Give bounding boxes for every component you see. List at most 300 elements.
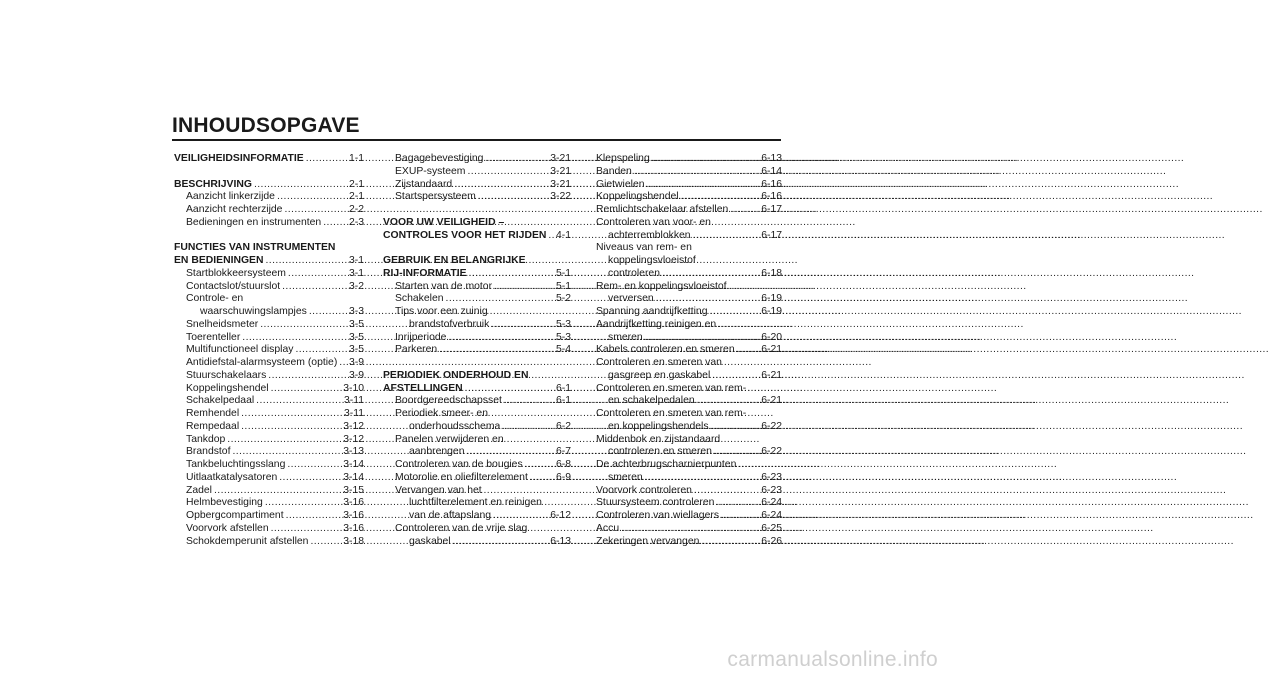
toc-entry-title: Startspersysteem xyxy=(395,191,476,203)
toc-page-number: 6-9 xyxy=(555,471,571,483)
toc-entry-title: brandstofverbruik xyxy=(409,318,490,330)
toc-entry[interactable] xyxy=(174,344,364,357)
toc-entry[interactable] xyxy=(383,459,571,472)
toc-page-number: 3-12 xyxy=(343,420,364,432)
toc-entry-title: en koppelingshendels xyxy=(608,420,709,432)
toc-entry-line: luchtfilterelement en reinigen xyxy=(409,497,542,509)
toc-entry-title: Gietwielen xyxy=(596,178,645,190)
toc-dot-leader xyxy=(260,319,348,332)
toc-page-number: 6-25 xyxy=(761,522,782,534)
toc-page-number: 3-5 xyxy=(348,331,364,343)
toc-dot-leader xyxy=(716,497,760,510)
toc-entry-title: Stuurschakelaars xyxy=(186,369,267,381)
toc-entry-title: Koppelingshendel xyxy=(186,382,269,394)
toc-entry-title: Helmbevestiging xyxy=(186,497,263,509)
toc-entry-line: Controleren van de vrije slag xyxy=(395,522,528,534)
toc-entry-title: Kabels controleren en smeren xyxy=(596,344,735,356)
toc-section-entry[interactable] xyxy=(174,153,364,166)
toc-entry[interactable] xyxy=(596,536,782,549)
toc-entry-title: Schakelpedaal xyxy=(186,395,255,407)
toc-entry[interactable] xyxy=(174,204,364,217)
toc-entry-title: Opbergcompartiment xyxy=(186,510,284,521)
toc-dot-leader xyxy=(286,510,343,523)
toc-entry[interactable] xyxy=(596,395,782,408)
toc-entry[interactable] xyxy=(383,179,571,192)
toc-entry[interactable] xyxy=(596,523,782,536)
toc-dot-leader xyxy=(693,230,761,243)
toc-dot-leader xyxy=(446,293,555,306)
toc-dot-leader xyxy=(287,459,342,472)
toc-entry-title: Zijstandaard xyxy=(395,178,453,190)
toc-spacer xyxy=(383,204,571,217)
toc-entry-title: Remhendel xyxy=(186,408,240,419)
toc-entry[interactable] xyxy=(383,153,571,166)
toc-entry-title: Controleren van wiellagers xyxy=(596,510,720,521)
toc-dot-leader xyxy=(634,166,760,179)
toc-page-number: 6-20 xyxy=(761,331,782,343)
toc-page-number: 5-4 xyxy=(555,344,571,356)
toc-entry-title: gasgreep en gaskabel xyxy=(608,369,711,381)
toc-entry-line: Controleren van voor- en xyxy=(596,216,711,228)
toc-page-number: 6-16 xyxy=(761,191,782,203)
toc-column-3 xyxy=(596,153,782,548)
toc-entry[interactable] xyxy=(174,370,364,383)
toc-entry[interactable] xyxy=(596,191,782,204)
toc-entry[interactable] xyxy=(383,446,571,459)
toc-entry-title: Stuursysteem controleren xyxy=(596,497,715,509)
toc-page-number: 3-3 xyxy=(348,306,364,317)
toc-entry[interactable] xyxy=(383,344,571,357)
toc-entry-line: Controleren en smeren van rem- xyxy=(596,382,747,394)
toc-spacer xyxy=(383,357,571,370)
toc-entry[interactable] xyxy=(596,204,782,217)
toc-page-number: 3-9 xyxy=(348,357,364,368)
toc-entry-title: Tankdop xyxy=(186,433,226,445)
toc-page-number: 3-12 xyxy=(343,433,364,445)
toc-entry-title: Klepspeling xyxy=(596,153,650,164)
toc-dot-leader xyxy=(309,306,348,319)
toc-dot-leader xyxy=(548,230,555,243)
toc-entry[interactable] xyxy=(383,421,571,434)
toc-page-number: 6-21 xyxy=(761,395,782,407)
toc-dot-leader xyxy=(737,344,761,357)
toc-dot-leader xyxy=(439,344,555,357)
toc-section-entry[interactable] xyxy=(383,230,571,243)
toc-page-number: 6-19 xyxy=(761,306,782,317)
toc-entry-title: verversen xyxy=(608,293,654,305)
toc-page-number: 6-17 xyxy=(761,229,782,241)
toc-dot-leader xyxy=(448,332,555,345)
toc-entry-title: AFSTELLINGEN xyxy=(383,382,463,394)
toc-dot-leader xyxy=(681,191,761,204)
toc-dot-leader xyxy=(710,306,761,319)
toc-dot-leader xyxy=(279,472,342,485)
toc-entry-title: Inrijperiode xyxy=(395,331,447,343)
toc-page-number: 3-2 xyxy=(348,280,364,292)
toc-dot-leader xyxy=(323,217,348,230)
toc-dot-leader xyxy=(645,332,761,345)
toc-entry-line: De achterbrugscharnierpunten xyxy=(596,459,737,470)
toc-entry[interactable] xyxy=(174,395,364,408)
toc-dot-leader xyxy=(339,357,348,370)
toc-page-number: 3-14 xyxy=(343,459,364,470)
toc-dot-leader xyxy=(478,191,549,204)
toc-section-heading: VOOR UW VEILIGHEID – xyxy=(383,216,505,228)
toc-page-number: 6-16 xyxy=(761,178,782,190)
toc-page-number: 6-21 xyxy=(761,369,782,381)
toc-entry[interactable] xyxy=(174,485,364,498)
toc-dot-leader xyxy=(645,472,761,485)
toc-dot-leader xyxy=(254,179,348,192)
toc-entry[interactable] xyxy=(596,293,782,306)
toc-entry[interactable] xyxy=(174,421,364,434)
toc-entry-title: Rempedaal xyxy=(186,420,240,432)
toc-dot-leader xyxy=(730,204,760,217)
toc-page-number: 6-18 xyxy=(761,267,782,279)
toc-entry[interactable] xyxy=(596,446,782,459)
toc-dot-leader xyxy=(656,293,761,306)
toc-page-number: 6-22 xyxy=(761,446,782,458)
toc-entry-line: Rem- en koppelingsvloeistof xyxy=(596,280,727,292)
toc-entry[interactable] xyxy=(596,179,782,192)
toc-entry-title: aanbrengen xyxy=(409,446,465,458)
toc-dot-leader xyxy=(284,204,348,217)
toc-page-number: 6-26 xyxy=(761,535,782,547)
toc-page-number: 3-21 xyxy=(550,165,571,177)
toc-entry-title: Antidiefstal-alarmsysteem (optie) xyxy=(186,357,338,368)
toc-entry-title: smeren xyxy=(608,331,643,343)
toc-page-number: 5-1 xyxy=(555,280,571,292)
toc-dot-leader xyxy=(485,153,549,166)
toc-page-number: 6-14 xyxy=(761,165,782,177)
toc-entry[interactable] xyxy=(174,268,364,281)
toc-dot-leader xyxy=(277,191,348,204)
toc-dot-leader xyxy=(721,510,760,523)
toc-entry-line: Periodiek smeer- en xyxy=(395,408,488,419)
toc-page-number: 3-11 xyxy=(343,408,364,419)
toc-entry-title: RIJ-INFORMATIE xyxy=(383,267,467,279)
toc-entry[interactable] xyxy=(174,408,364,421)
toc-entry-title: Schokdemperunit afstellen xyxy=(186,535,309,547)
toc-page-number: 2-2 xyxy=(348,204,364,215)
toc-page-number: 3-16 xyxy=(343,497,364,509)
toc-entry-title: Motorolie en oliefilterelement xyxy=(395,471,528,483)
toc-entry[interactable] xyxy=(383,332,571,345)
toc-dot-leader xyxy=(295,344,348,357)
toc-entry[interactable] xyxy=(174,357,364,370)
toc-entry-title: Aanzicht rechterzijde xyxy=(186,204,283,215)
toc-page-number: 3-5 xyxy=(348,318,364,330)
toc-dot-leader xyxy=(241,408,343,421)
toc-entry-line: koppelingsvloeistof xyxy=(608,255,696,266)
toc-page-number: 2-3 xyxy=(348,216,364,228)
toc-entry-title: Snelheidsmeter xyxy=(186,318,259,330)
toc-page-number: 3-15 xyxy=(343,484,364,496)
toc-page-number: 3-1 xyxy=(348,267,364,279)
toc-entry-line: Vervangen van het xyxy=(395,484,482,496)
toc-page-number: 6-12 xyxy=(550,510,571,521)
toc-entry-title: Uitlaatkatalysatoren xyxy=(186,471,278,483)
toc-page-number: 2-1 xyxy=(348,191,364,203)
toc-dot-leader xyxy=(493,510,549,523)
toc-entry[interactable] xyxy=(596,344,782,357)
toc-entry-line: Tips voor een zuinig xyxy=(395,306,488,317)
toc-dot-leader xyxy=(227,434,342,447)
toc-page-number: 3-21 xyxy=(550,178,571,190)
toc-entry-line: Niveaus van rem- en xyxy=(596,242,692,254)
toc-dot-leader xyxy=(288,268,348,281)
toc-entry-line: Controle- en xyxy=(186,293,244,305)
toc-section-heading: PERIODIEK ONDERHOUD EN xyxy=(383,369,529,381)
toc-dot-leader xyxy=(494,281,555,294)
toc-dot-leader xyxy=(652,153,760,166)
toc-page-number: 3-5 xyxy=(348,344,364,356)
toc-page-number: 5-1 xyxy=(555,267,571,279)
toc-page-number: 6-13 xyxy=(550,535,571,547)
toc-dot-leader xyxy=(232,446,342,459)
toc-entry[interactable] xyxy=(383,319,571,332)
toc-dot-leader xyxy=(466,446,554,459)
toc-entry-title: Zadel xyxy=(186,484,212,496)
toc-entry-title: Starten van de motor xyxy=(395,280,493,292)
toc-page-number: 3-16 xyxy=(343,510,364,521)
toc-entry[interactable] xyxy=(596,370,782,383)
toc-page-number: 2-1 xyxy=(348,178,364,190)
toc-entry-title: Bagagebevestiging xyxy=(395,153,484,164)
toc-entry[interactable] xyxy=(174,306,364,319)
toc-page-number: 3-16 xyxy=(343,522,364,534)
toc-page-number: 6-24 xyxy=(761,497,782,509)
toc-entry-title: achterremblokken xyxy=(608,229,691,241)
toc-entry-title: smeren xyxy=(608,471,643,483)
toc-entry-title: VEILIGHEIDSINFORMATIE xyxy=(174,153,304,164)
toc-entry[interactable] xyxy=(596,268,782,281)
toc-entry[interactable] xyxy=(596,306,782,319)
toc-entry[interactable] xyxy=(596,510,782,523)
toc-entry-title: EXUP-systeem xyxy=(395,165,466,177)
toc-dot-leader xyxy=(467,166,549,179)
toc-entry[interactable] xyxy=(596,485,782,498)
toc-entry-title: onderhoudsschema xyxy=(409,420,501,432)
toc-entry[interactable] xyxy=(383,166,571,179)
toc-entry-title: Voorvork afstellen xyxy=(186,522,269,534)
toc-page-number: 3-14 xyxy=(343,471,364,483)
toc-entry-line: Controleren en smeren van rem- xyxy=(596,408,747,419)
toc-entry-title: Controleren van de bougies xyxy=(395,459,523,470)
title-rule xyxy=(172,139,781,141)
toc-page-number: 3-21 xyxy=(550,153,571,164)
toc-section-entry[interactable] xyxy=(383,383,571,396)
toc-dot-leader xyxy=(714,446,760,459)
toc-entry-title: Boordgereedschapsset xyxy=(395,395,502,407)
toc-dot-leader xyxy=(271,523,343,536)
toc-entry-title: BESCHRIJVING xyxy=(174,178,252,190)
toc-dot-leader xyxy=(491,319,555,332)
toc-entry[interactable] xyxy=(174,281,364,294)
toc-entry[interactable] xyxy=(383,281,571,294)
toc-entry-title: Tankbeluchtingsslang xyxy=(186,459,286,470)
toc-page-number: 1-1 xyxy=(348,153,364,164)
toc-entry-title: Multifunctioneel display xyxy=(186,344,294,356)
toc-dot-leader xyxy=(712,370,760,383)
toc-entry-title: Brandstof xyxy=(186,446,231,458)
toc-entry[interactable] xyxy=(596,153,782,166)
toc-entry-line: Middenbok en zijstandaard xyxy=(596,433,721,445)
toc-entry-line: Aandrijfketting reinigen en xyxy=(596,318,717,330)
toc-entry[interactable] xyxy=(596,166,782,179)
toc-dot-leader xyxy=(241,421,342,434)
toc-entry[interactable] xyxy=(174,332,364,345)
toc-entry[interactable] xyxy=(174,523,364,536)
toc-entry[interactable] xyxy=(383,472,571,485)
toc-spacer xyxy=(174,230,364,243)
toc-page-number: 3-10 xyxy=(343,382,364,394)
toc-dot-leader xyxy=(711,421,761,434)
toc-entry[interactable] xyxy=(174,446,364,459)
watermark: carmanualsonline.info xyxy=(727,648,938,671)
toc-dot-leader xyxy=(662,268,760,281)
toc-page-number: 6-24 xyxy=(761,510,782,521)
toc-page-number: 6-1 xyxy=(555,395,571,407)
toc-dot-leader xyxy=(256,395,343,408)
toc-page-number: 3-13 xyxy=(343,446,364,458)
toc-page-number: 6-21 xyxy=(761,344,782,356)
toc-entry-title: Schakelen xyxy=(395,293,444,305)
toc-column-1 xyxy=(174,153,364,548)
toc-entry[interactable] xyxy=(174,536,364,549)
toc-entry-title: Zekeringen vervangen xyxy=(596,535,700,547)
toc-entry[interactable] xyxy=(383,510,571,523)
toc-dot-leader xyxy=(469,268,555,281)
toc-entry-title: Bedieningen en instrumenten xyxy=(186,216,322,228)
toc-dot-leader xyxy=(504,395,555,408)
page-title: INHOUDSOPGAVE xyxy=(172,114,360,137)
toc-entry[interactable] xyxy=(383,293,571,306)
toc-page-number: 6-23 xyxy=(761,471,782,483)
toc-dot-leader xyxy=(694,485,760,498)
toc-entry[interactable] xyxy=(174,497,364,510)
toc-dot-leader xyxy=(530,472,555,485)
toc-entry-title: gaskabel xyxy=(409,535,451,547)
toc-dot-leader xyxy=(453,536,550,549)
toc-entry[interactable] xyxy=(596,230,782,243)
toc-entry[interactable] xyxy=(174,319,364,332)
toc-page-number: 5-3 xyxy=(555,331,571,343)
toc-entry-title: en schakelpedalen xyxy=(608,395,695,407)
toc-entry[interactable] xyxy=(174,217,364,230)
toc-spacer xyxy=(383,242,571,255)
toc-dot-leader xyxy=(242,332,348,345)
toc-entry-title: Spanning aandrijfketting xyxy=(596,306,708,317)
toc-dot-leader xyxy=(310,536,342,549)
toc-entry[interactable] xyxy=(174,510,364,523)
toc-entry-title: Banden xyxy=(596,165,632,177)
toc-entry-title: controleren xyxy=(608,267,660,279)
toc-dot-leader xyxy=(697,395,761,408)
toc-entry-title: Aanzicht linkerzijde xyxy=(186,191,275,203)
toc-section-heading: FUNCTIES VAN INSTRUMENTEN xyxy=(174,242,336,254)
toc-entry[interactable] xyxy=(596,421,782,434)
toc-page-number: 3-9 xyxy=(348,369,364,381)
toc-spacer xyxy=(174,166,364,179)
toc-entry-line: Panelen verwijderen en xyxy=(395,433,504,445)
toc-dot-leader xyxy=(465,383,555,396)
toc-entry-title: Voorvork controleren xyxy=(596,484,692,496)
toc-column-2 xyxy=(383,153,571,548)
toc-page-number: 6-23 xyxy=(761,484,782,496)
toc-entry-title: Contactslot/stuurslot xyxy=(186,280,281,292)
toc-page-number: 3-1 xyxy=(348,255,364,266)
toc-entry[interactable] xyxy=(174,383,364,396)
toc-entry[interactable] xyxy=(596,332,782,345)
toc-entry[interactable] xyxy=(174,191,364,204)
toc-entry-title: Koppelingshendel xyxy=(596,191,679,203)
toc-entry-title: waarschuwingslampjes xyxy=(200,306,307,317)
toc-entry-title: van de aftapslang xyxy=(409,510,492,521)
toc-entry-title: Startblokkeersysteem xyxy=(186,267,286,279)
toc-dot-leader xyxy=(271,383,343,396)
toc-section-entry[interactable] xyxy=(174,179,364,192)
toc-entry-title: Parkeren xyxy=(395,344,438,356)
toc-page-number: 5-2 xyxy=(555,293,571,305)
toc-entry-title: controleren en smeren xyxy=(608,446,712,458)
toc-entry-title: CONTROLES VOOR HET RIJDEN xyxy=(383,229,547,241)
toc-entry-title: Accu xyxy=(596,522,620,534)
toc-entry[interactable] xyxy=(596,472,782,485)
toc-entry[interactable] xyxy=(383,395,571,408)
toc-dot-leader xyxy=(621,523,760,536)
toc-entry[interactable] xyxy=(383,536,571,549)
toc-dot-leader xyxy=(647,179,761,192)
toc-page-number: 3-22 xyxy=(550,191,571,203)
toc-page-number: 6-8 xyxy=(555,459,571,470)
toc-page-number: 6-13 xyxy=(761,153,782,164)
toc-entry-title: EN BEDIENINGEN xyxy=(174,255,264,266)
toc-dot-leader xyxy=(214,485,342,498)
toc-page-number: 6-19 xyxy=(761,293,782,305)
toc-dot-leader xyxy=(265,497,342,510)
toc-page-number: 6-7 xyxy=(555,446,571,458)
toc-entry-title: Remlichtschakelaar afstellen xyxy=(596,204,729,215)
toc-entry[interactable] xyxy=(174,472,364,485)
toc-dot-leader xyxy=(701,536,760,549)
toc-entry[interactable] xyxy=(383,191,571,204)
toc-section-entry[interactable] xyxy=(383,268,571,281)
toc-page-number: 4-1 xyxy=(555,229,571,241)
toc-entry[interactable] xyxy=(174,434,364,447)
toc-page-number: 3-11 xyxy=(343,395,364,407)
toc-entry[interactable] xyxy=(174,459,364,472)
toc-page-number: 5-3 xyxy=(555,318,571,330)
toc-page-number: 6-2 xyxy=(555,420,571,432)
toc-dot-leader xyxy=(282,281,348,294)
toc-dot-leader xyxy=(502,421,555,434)
toc-page-number: 3-18 xyxy=(343,535,364,547)
toc-section-heading: GEBRUIK EN BELANGRIJKE xyxy=(383,255,526,266)
toc-dot-leader xyxy=(306,153,348,166)
toc-dot-leader xyxy=(454,179,549,192)
toc-section-entry[interactable] xyxy=(174,255,364,268)
toc-entry[interactable] xyxy=(596,497,782,510)
toc-page-number: 6-17 xyxy=(761,204,782,215)
toc-dot-leader xyxy=(268,370,348,383)
toc-page-number: 6-22 xyxy=(761,420,782,432)
toc-dot-leader xyxy=(525,459,555,472)
toc-entry-title: Toerenteller xyxy=(186,331,241,343)
toc-page-number: 6-1 xyxy=(555,382,571,394)
toc-entry-line: Controleren en smeren van xyxy=(596,357,722,368)
toc-dot-leader xyxy=(266,255,348,268)
